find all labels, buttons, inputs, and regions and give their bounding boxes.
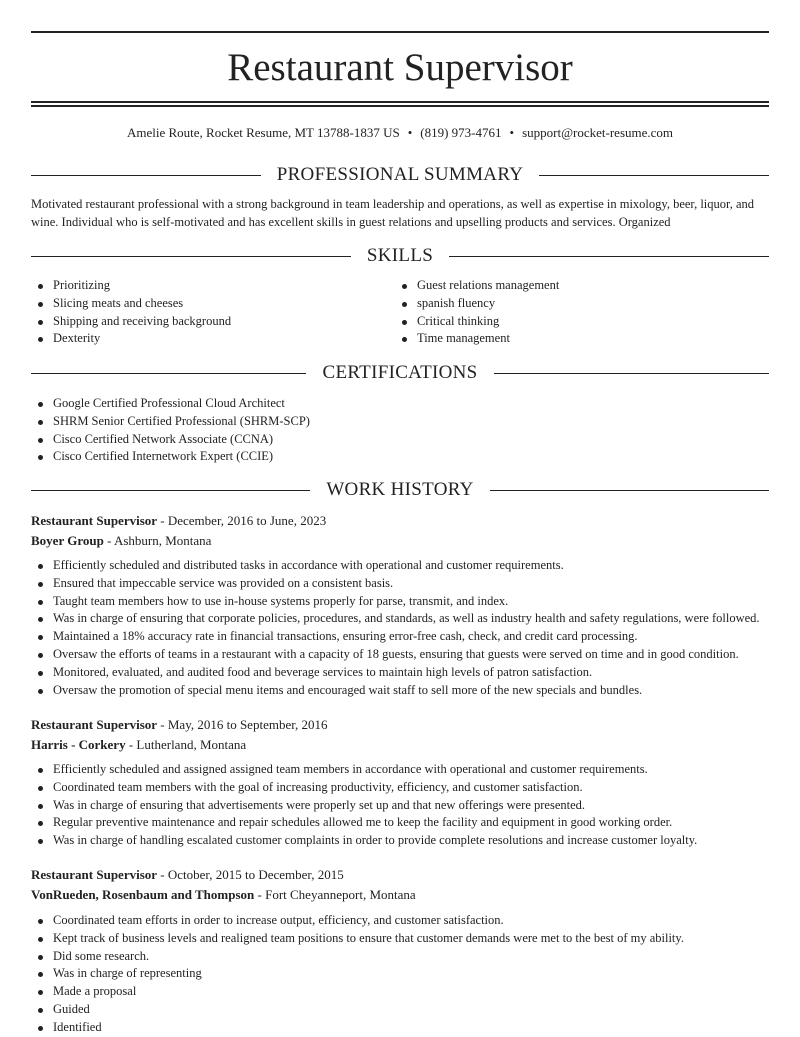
job-duty: Coordinated team members with the goal of increasing productivity, efficiency, and customer satisfaction.: [31, 779, 769, 797]
job-duty: Taught team members how to use in-house systems properly for parse, transmit, and index.: [31, 593, 769, 611]
summary-heading-text: PROFESSIONAL SUMMARY: [276, 164, 524, 185]
job-title-line: [31, 866, 769, 884]
job-dates: - December, 2016 to June, 2023: [157, 513, 327, 528]
certification-item: Cisco Certified Internetwork Expert (CCIE): [31, 448, 769, 466]
title-rule-lower: [31, 105, 769, 107]
job-title: Restaurant Supervisor: [31, 717, 158, 732]
title-rule-upper: [31, 101, 769, 103]
skill-item: Guest relations management: [395, 277, 769, 295]
work-history-heading: [31, 479, 769, 501]
job-location: - Fort Cheyanneport, Montana: [254, 887, 416, 902]
certification-item: Google Certified Professional Cloud Architect: [31, 395, 769, 413]
heading-rule: [490, 490, 769, 491]
job-duty: Made a proposal: [31, 983, 769, 1001]
summary-heading: [31, 164, 769, 186]
job-duty: Coordinated team efforts in order to increase output, efficiency, and customer satisfaction.: [31, 912, 769, 930]
contact-email: support@rocket-resume.com: [522, 125, 674, 140]
job-title: Restaurant Supervisor: [31, 867, 158, 882]
job-title-line: [31, 716, 769, 734]
job-duty: Monitored, evaluated, and audited food and beverage services to maintain high levels of patron satisfaction.: [31, 664, 769, 682]
skill-item: Shipping and receiving background: [31, 313, 391, 331]
contact-phone: (819) 973-4761: [420, 125, 502, 140]
summary-text: Motivated restaurant professional with a strong background in team leadership and operations, as well as expertise in mixology, beer, liquor, and wine. Individual who is self-motivated and has excellent skills in guest relations and upselling products and services. Organized: [31, 197, 754, 229]
job-location: - Ashburn, Montana: [103, 533, 212, 548]
certification-item: Cisco Certified Network Associate (CCNA): [31, 431, 769, 449]
certifications-heading-text: CERTIFICATIONS: [322, 362, 478, 383]
work-history-heading-text: WORK HISTORY: [326, 479, 474, 500]
skills-list-right: [395, 277, 769, 348]
heading-rule: [31, 490, 310, 491]
job-duty: Maintained a 18% accuracy rate in financial transactions, ensuring error-free cash, check, and credit card processing.: [31, 628, 769, 646]
heading-rule: [31, 175, 261, 176]
heading-rule: [449, 256, 769, 257]
job-duties-list: [31, 912, 769, 1037]
skill-item: Dexterity: [31, 330, 391, 348]
job-duty: Was in charge of ensuring that corporate policies, procedures, and standards, as well as industry health and safety regulations, were followed.: [31, 610, 769, 628]
skills-heading: [31, 245, 769, 267]
job-duty: Was in charge of representing: [31, 965, 769, 983]
job-company-line: [31, 736, 769, 754]
job-dates: - May, 2016 to September, 2016: [157, 717, 328, 732]
job-duties-list: [31, 557, 769, 699]
job-title: Restaurant Supervisor: [31, 513, 158, 528]
skills-list-left: [31, 277, 391, 348]
skill-item: Time management: [395, 330, 769, 348]
job-duty: Efficiently scheduled and distributed tasks in accordance with operational and customer requirements.: [31, 557, 769, 575]
certification-item: SHRM Senior Certified Professional (SHRM-SCP): [31, 413, 769, 431]
job-duties-list: [31, 761, 769, 850]
skills-heading-text: SKILLS: [366, 245, 434, 266]
job-duty: Was in charge of ensuring that advertisements were properly set up and that new offerings were presented.: [31, 797, 769, 815]
heading-rule: [31, 256, 351, 257]
job-duty: Identified: [31, 1019, 769, 1037]
job-company: VonRueden, Rosenbaum and Thompson: [31, 887, 255, 902]
job-title-line: [31, 512, 769, 530]
skill-item: Slicing meats and cheeses: [31, 295, 391, 313]
contact-address: Amelie Route, Rocket Resume, MT 13788-1837 US: [126, 125, 400, 140]
job-duty: Kept track of business levels and realigned team positions to ensure that customer demands were met to the best of my ability.: [31, 930, 769, 948]
skill-item: Prioritizing: [31, 277, 391, 295]
job-duty: Regular preventive maintenance and repair schedules allowed me to keep the facility and equipment in good working order.: [31, 814, 769, 832]
job-company-line: [31, 886, 769, 904]
job-duty: Did some research.: [31, 948, 769, 966]
contact-line: [31, 124, 769, 142]
job-duty: Was in charge of handling escalated customer complaints in order to provide complete resolutions and increase customer loyalty.: [31, 832, 769, 850]
job-duty: Guided: [31, 1001, 769, 1019]
top-rule: [31, 31, 769, 33]
job-dates: - October, 2015 to December, 2015: [157, 867, 344, 882]
job-duty: Oversaw the efforts of teams in a restaurant with a capacity of 18 guests, ensuring that guests were served on time and in good condition.: [31, 646, 769, 664]
skill-item: spanish fluency: [395, 295, 769, 313]
job-duty: Ensured that impeccable service was provided on a consistent basis.: [31, 575, 769, 593]
contact-separator: •: [509, 125, 515, 140]
job-company-line: [31, 532, 769, 550]
certifications-heading: [31, 362, 769, 384]
job-location: - Lutherland, Montana: [125, 737, 247, 752]
contact-separator: •: [407, 125, 413, 140]
heading-rule: [494, 373, 769, 374]
resume-title: Restaurant Supervisor: [227, 46, 573, 89]
job-company: Boyer Group: [31, 533, 104, 548]
skill-item: Critical thinking: [395, 313, 769, 331]
job-duty: Oversaw the promotion of special menu items and encouraged wait staff to sell more of the new specials and bundles.: [31, 682, 769, 700]
heading-rule: [539, 175, 769, 176]
job-company: Harris - Corkery: [31, 737, 126, 752]
heading-rule: [31, 373, 306, 374]
job-duty: Efficiently scheduled and assigned assigned team members in accordance with operational and customer requirements.: [31, 761, 769, 779]
certifications-list: [31, 395, 769, 466]
